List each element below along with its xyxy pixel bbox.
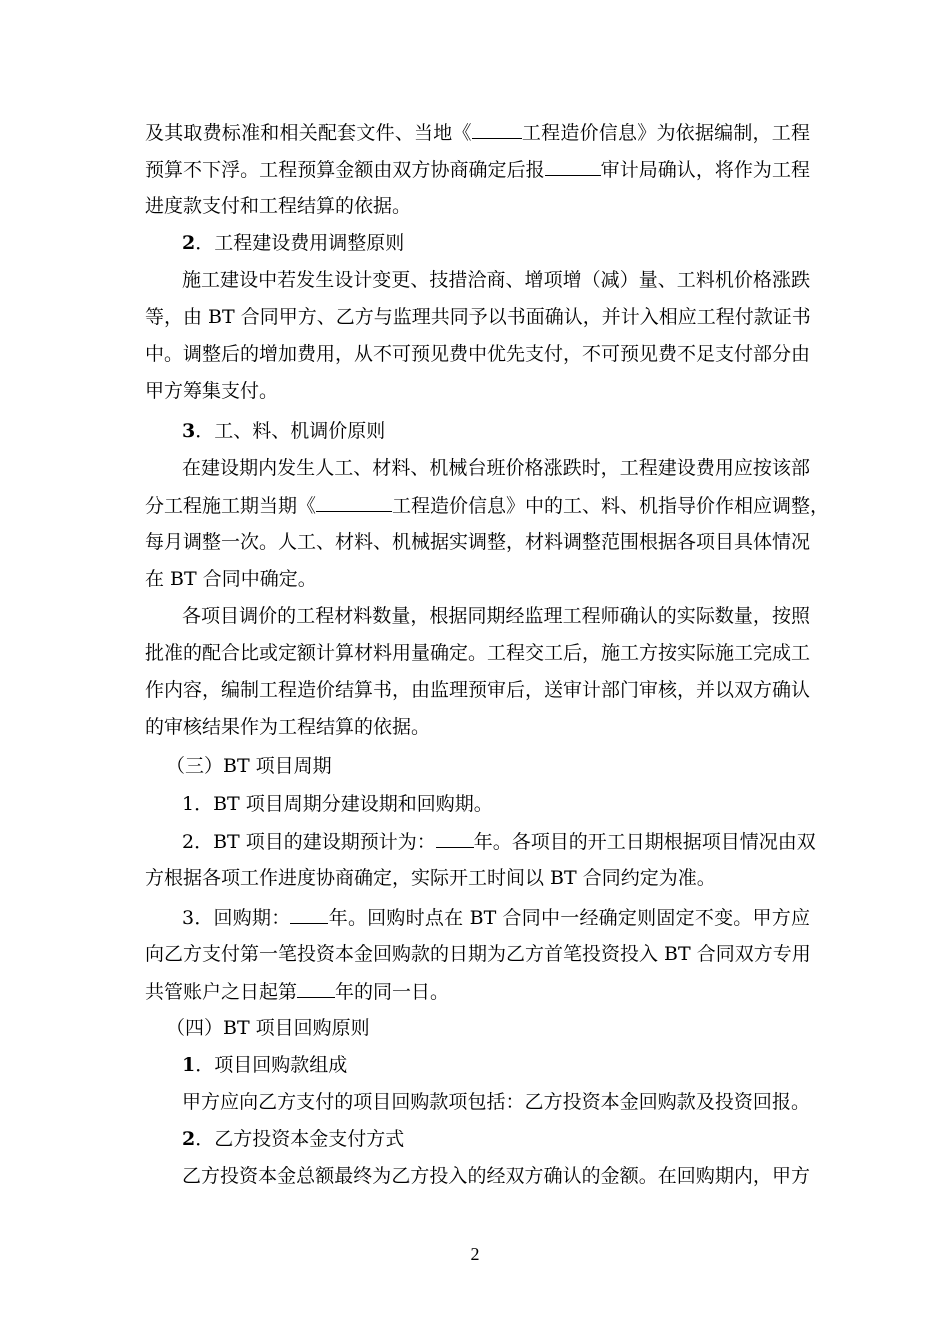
list-item: 3．回购期： 年。回购时点在 BT 合同中一经确定则固定不变。甲方应	[182, 907, 810, 929]
paragraph-line: 作内容，编制工程造价结算书，由监理预审后，送审计部门审核，并以双方确认	[145, 679, 811, 701]
paragraph-line: 方根据各项工作进度协商确定，实际开工时间以 BT 合同约定为准。	[145, 867, 716, 889]
paragraph-line: 进度款支付和工程结算的依据。	[145, 195, 412, 217]
paragraph-line: 甲方应向乙方支付的项目回购款项包括：乙方投资本金回购款及投资回报。	[182, 1091, 810, 1113]
fill-blank	[316, 493, 392, 512]
fill-blank	[472, 120, 522, 139]
paragraph-line: 向乙方支付第一笔投资本金回购款的日期为乙方首笔投资投入 BT 合同双方专用	[145, 943, 811, 965]
subheading: 2．工程建设费用调整原则	[182, 232, 405, 254]
subheading: 1．项目回购款组成	[182, 1054, 348, 1076]
paragraph-line: 中。调整后的增加费用，从不可预见费中优先支付，不可预见费不足支付部分由	[145, 343, 811, 365]
page-number: 2	[470, 1244, 480, 1264]
paragraph-line: 预算不下浮。工程预算金额由双方协商确定后报 审计局确认，将作为工程	[145, 159, 810, 181]
paragraph-line: 批准的配合比或定额计算材料用量确定。工程交工后，施工方按实际施工完成工	[145, 642, 811, 664]
paragraph-line: 乙方投资本金总额最终为乙方投入的经双方确认的金额。在回购期内，甲方	[182, 1165, 810, 1187]
fill-blank	[297, 979, 335, 998]
paragraph-line: 施工建设中若发生设计变更、技措洽商、增项增（减）量、工料机价格涨跌	[182, 269, 810, 291]
subheading: 3．工、料、机调价原则	[182, 420, 386, 442]
paragraph-line: 各项目调价的工程材料数量，根据同期经监理工程师确认的实际数量，按照	[182, 605, 810, 627]
list-item: 2．BT 项目的建设期预计为： 年。各项目的开工日期根据项目情况由双	[182, 831, 816, 853]
paragraph-line: 在 BT 合同中确定。	[145, 568, 317, 590]
paragraph-line: 每月调整一次。人工、材料、机械据实调整，材料调整范围根据各项目具体情况	[145, 531, 811, 553]
fill-blank	[290, 905, 328, 924]
section-heading: （四）BT 项目回购原则	[166, 1017, 370, 1039]
paragraph-line: 及其取费标准和相关配套文件、当地《 工程造价信息》为依据编制，工程	[145, 122, 810, 144]
paragraph-line: 在建设期内发生人工、材料、机械台班价格涨跌时，工程建设费用应按该部	[182, 457, 810, 479]
paragraph-line: 甲方筹集支付。	[145, 380, 279, 402]
subheading: 2．乙方投资本金支付方式	[182, 1128, 405, 1150]
fill-blank	[545, 157, 601, 176]
paragraph-line: 共管账户之日起第 年的同一日。	[145, 981, 450, 1003]
list-item: 1．BT 项目周期分建设期和回购期。	[182, 793, 493, 815]
paragraph-line: 的审核结果作为工程结算的依据。	[145, 716, 431, 738]
section-heading: （三）BT 项目周期	[166, 755, 332, 777]
paragraph-line: 等，由 BT 合同甲方、乙方与监理共同予以书面确认，并计入相应工程付款证书	[145, 306, 811, 328]
paragraph-line: 分工程施工期当期《 工程造价信息》中的工、料、机指导价作相应调整，	[145, 495, 830, 517]
fill-blank	[436, 829, 474, 848]
